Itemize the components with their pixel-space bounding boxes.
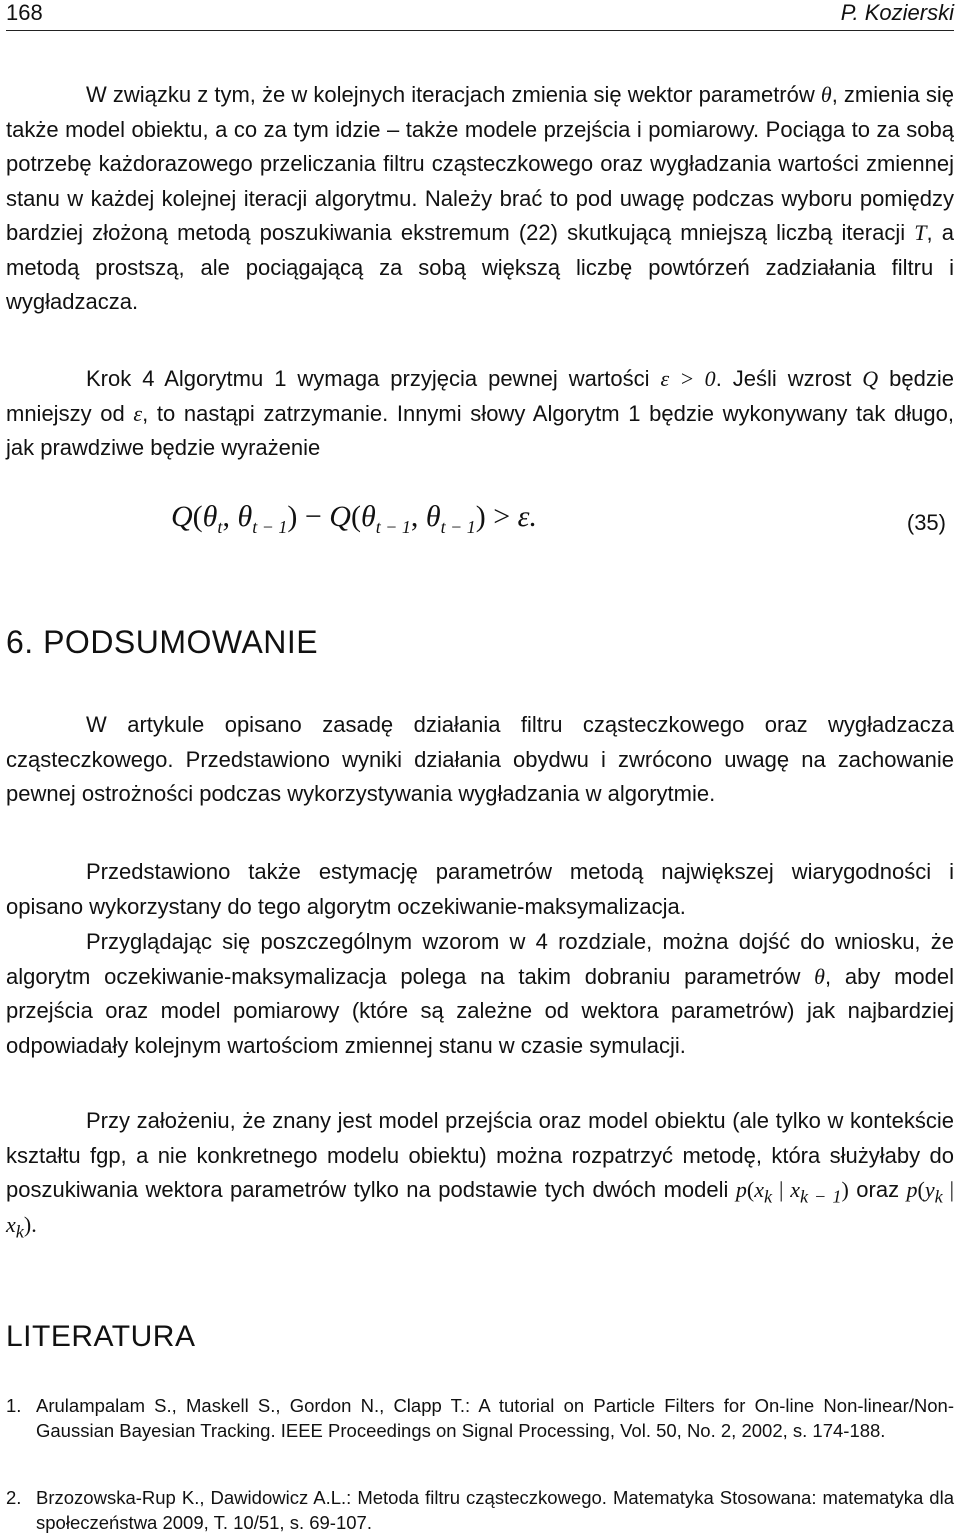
- paragraph-stop-condition: [6, 362, 954, 466]
- reference-text: Brzozowska-Rup K., Dawidowicz A.L.: Metoda filtru cząsteczkowego. Matematyka Stosowana: matematyka dla społeczeństwa 2009, T. 10/51, s. 69-107.: [36, 1487, 954, 1533]
- math-transition-model: $p(x_k$ | $x_{k - 1}$): [735, 1177, 849, 1207]
- equation-formula: $Q(\theta_t$, $\theta_{t - 1}) - Q(\theta_{t - 1}$, $\theta_{t - 1}) > \varepsilon$.: [171, 500, 537, 537]
- equation-35: [6, 500, 954, 550]
- math-epsilon: ε: [133, 400, 143, 426]
- text-span: Przyglądając się poszczególnym wzorom w 4 rozdziale, można dojść do wniosku, że algorytm oczekiwanie-maksymalizacja polega na takim dobraniu parametrów: [6, 929, 954, 989]
- paragraph-summary-3: [6, 925, 954, 1063]
- math-T: T: [914, 220, 927, 245]
- math-theta: θ: [820, 82, 832, 107]
- page-number: 168: [6, 0, 43, 25]
- text-span: , to nastąpi zatrzymanie. Innymi słowy Algorytm 1 będzie wykonywany tak długo, jak prawdziwe będzie wyrażenie: [6, 400, 954, 460]
- page-header: [6, 0, 954, 31]
- text-span: będzie mniejszy od: [6, 366, 954, 426]
- paragraph-parameters: [6, 78, 954, 320]
- running-author: P. Kozierski: [840, 0, 954, 25]
- text-span: , a metodą prostszą, ale pociągającą za sobą większą liczbę powtórzeń zadziałania filtru i wygładzacza.: [6, 220, 954, 314]
- paragraph-summary-4: [6, 1104, 954, 1242]
- text-span: , aby model przejścia oraz model pomiarowy (które są zależne od wektora parametrów) jak najbardziej odpowiadały kolejnym wartościom zmiennej stanu w czasie symulacji.: [6, 963, 954, 1058]
- math-measurement-model: $p(y_k$ | $x_k$).: [6, 1177, 954, 1241]
- reference-item: [6, 1393, 954, 1443]
- math-theta: θ: [814, 963, 825, 989]
- text-span: . Jeśli wzrost: [715, 366, 863, 391]
- text-span: W związku z tym, że w kolejnych iteracjach zmienia się wektor parametrów: [86, 82, 821, 107]
- reference-item: [6, 1485, 954, 1535]
- math-epsilon-condition: ε > 0: [660, 366, 716, 391]
- text-span: Przy założeniu, że znany jest model przejścia oraz model obiektu (ale tylko w kontekście kształtu fgp, a nie konkretnego modelu obiektu) można rozpatrzyć metodę, która służyłaby do poszukiwania wektora parametrów tylko na podstawie tych dwóch modeli: [6, 1108, 954, 1202]
- section-title-summary: 6. PODSUMOWANIE: [6, 624, 319, 660]
- text-span: oraz: [848, 1177, 907, 1202]
- section-title-literature: LITERATURA: [6, 1320, 196, 1353]
- reference-number: 1.: [6, 1395, 22, 1416]
- text-span: , zmienia się także model obiektu, a co za tym idzie – także modele przejścia i pomiarowy. Pociąga to za sobą potrzebę każdorazowego przeliczania filtru cząsteczkowego oraz wygładzania wartości zmiennej stanu w każdej kolejnej iteracji algorytmu. Należy brać to pod uwagę podczas wyboru pomiędzy bardziej złożoną metodą poszukiwania ekstremum (22) skutkującą mniejszą liczbą iteracji: [6, 82, 954, 245]
- paragraph-summary-2: Przedstawiono także estymację parametrów metodą największej wiarygodności i opisano wykorzystany do tego algorytm oczekiwanie-maksymalizacja.: [6, 859, 954, 919]
- text-span: Krok 4 Algorytmu 1 wymaga przyjęcia pewnej wartości: [86, 366, 661, 391]
- reference-number: 2.: [6, 1487, 22, 1508]
- paragraph-summary-1: W artykule opisano zasadę działania filtru cząsteczkowego oraz wygładzacza cząsteczkowego. Przedstawiono wyniki działania obydwu i zwrócono uwagę na zachowanie pewnej ostrożności podczas wykorzystywania wygładzania w algorytmie.: [6, 712, 954, 806]
- math-Q: Q: [862, 366, 879, 391]
- equation-number: (35): [906, 510, 946, 535]
- reference-text: Arulampalam S., Maskell S., Gordon N., Clapp T.: A tutorial on Particle Filters for On-line Non-linear/Non-Gaussian Bayesian Tracking. IEEE Proceedings on Signal Processing, Vol. 50, No. 2, 2002, s. 174-188.: [36, 1395, 954, 1441]
